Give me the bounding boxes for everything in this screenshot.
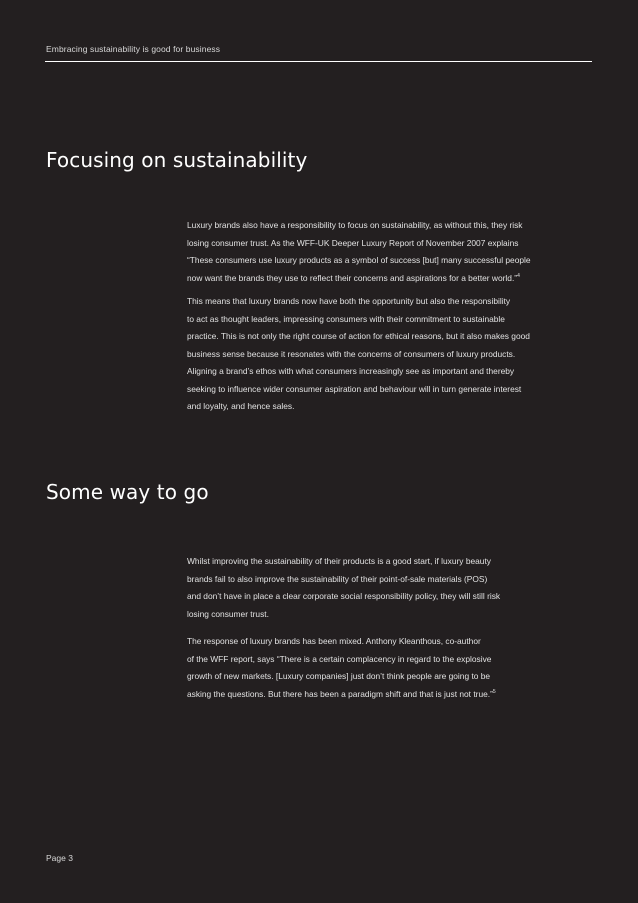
text-line: and loyalty, and hence sales. (187, 401, 295, 411)
text-line: losing consumer trust. (187, 608, 269, 619)
text-line: This means that luxury brands now have both the opportunity but also the responsibility (187, 296, 511, 306)
text-line (187, 270, 592, 288)
text-line: Whilst improving the sustainability of their products is a good start, if luxury beauty (187, 556, 491, 566)
text-line: Luxury brands also have a responsibility to focus on sustainability, as without this, they risk (187, 220, 523, 230)
paragraph (187, 217, 592, 287)
text-line-content: now want the brands they use to reflect their concerns and aspirations for a better world.” (187, 272, 518, 283)
text-line: Aligning a brand’s ethos with what consumers increasingly see as important and thereby (187, 366, 515, 376)
text-line: of the WFF report, says “There is a certain complacency in regard to the explosive (187, 653, 492, 664)
paragraph (187, 293, 592, 416)
running-header: Embracing sustainability is good for business (46, 44, 221, 54)
page-number: Page 3 (46, 853, 73, 863)
section-body-some-way (187, 553, 592, 703)
text-line-content: asking the questions. But there has been a paradigm shift and that is just not true.” (187, 688, 493, 699)
section-heading-some-way: Some way to go (46, 480, 209, 504)
paragraph (187, 553, 592, 623)
text-line: brands fail to also improve the sustainability of their point-of-sale materials (POS) (187, 573, 488, 584)
text-line: “These consumers use luxury products as a symbol of success [but] many successful people (187, 255, 531, 265)
text-line: growth of new markets. [Luxury companies] just don’t think people are going to be (187, 671, 491, 681)
text-line: seeking to influence wider consumer aspiration and behaviour will in turn generate interest (187, 383, 522, 394)
text-line: to act as thought leaders, impressing consumers with their commitment to sustainable (187, 313, 505, 324)
footnote-marker: 4 (517, 272, 520, 279)
section-body-focusing (187, 217, 592, 416)
header-rule (45, 61, 592, 62)
text-line: business sense because it resonates with the concerns of consumers of luxury products. (187, 348, 516, 359)
text-line: The response of luxury brands has been mixed. Anthony Kleanthous, co-author (187, 636, 481, 646)
footnote-marker: 5 (492, 688, 496, 695)
text-line: and don’t have in place a clear corporate social responsibility policy, they will still risk (187, 591, 501, 601)
text-line (187, 686, 592, 704)
text-line: losing consumer trust. As the WFF-UK Deeper Luxury Report of November 2007 explains (187, 237, 519, 248)
text-line: practice. This is not only the right course of action for ethical reasons, but it also makes good (187, 331, 530, 341)
section-heading-focusing: Focusing on sustainability (46, 148, 308, 172)
paragraph (187, 633, 592, 703)
